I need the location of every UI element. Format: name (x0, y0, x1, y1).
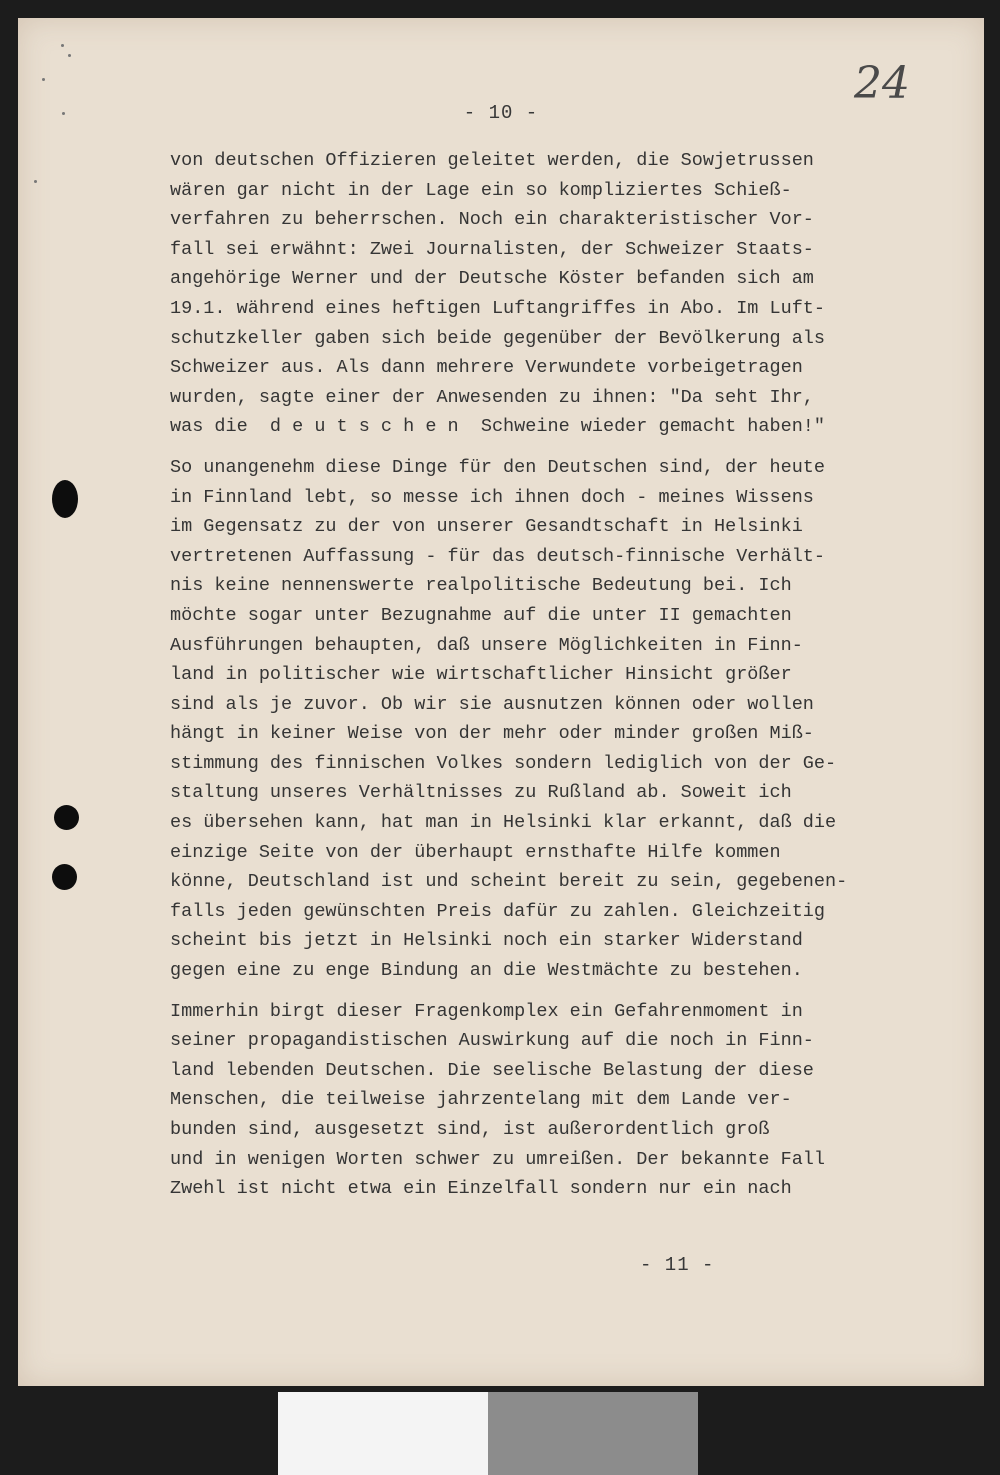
document-page (18, 18, 984, 1386)
next-page-marker: - 11 - (640, 1254, 715, 1276)
text-line: bunden sind, ausgesetzt sind, ist außerordentlich groß (170, 1119, 770, 1140)
text-line: scheint bis jetzt in Helsinki noch ein starker Widerstand (170, 930, 803, 952)
text-line: schutzkeller gaben sich beide gegenüber der Bevölkerung als (170, 327, 826, 349)
text-line: angehörige Werner und der Deutsche Köster befanden sich am (170, 268, 814, 290)
text-line: sind als je zuvor. Ob wir sie ausnutzen können oder wollen (170, 693, 814, 715)
text-line: fall sei erwähnt: Zwei Journalisten, der Schweizer Staats- (170, 238, 814, 260)
paper-speck (61, 44, 64, 47)
text-line: könne, Deutschland ist und scheint bereit zu sein, gegebenen- (170, 871, 848, 893)
paper-speck (62, 112, 65, 115)
paper-speck (42, 78, 45, 81)
body-text (170, 146, 910, 1204)
text-line: falls jeden gewünschten Preis dafür zu zahlen. Gleichzeitig (170, 900, 826, 922)
text-line: im Gegensatz zu der von unserer Gesandtschaft in Helsinki (170, 516, 803, 538)
text-line: land in politischer wie wirtschaftlicher Hinsicht größer (170, 664, 792, 686)
text-line: stimmung des finnischen Volkes sondern lediglich von der Ge- (170, 752, 837, 774)
text-line: wurden, sagte einer der Anwesenden zu ihnen: "Da seht Ihr, (170, 386, 814, 408)
text-line: wären gar nicht in der Lage ein so kompliziertes Schieß- (170, 179, 792, 201)
text-line: was die d e u t s c h e n Schweine wieder gemacht haben!" (170, 416, 826, 438)
handwritten-folio-number: 24 (854, 58, 910, 109)
color-calibration-white (278, 1392, 488, 1475)
text-line: möchte sogar unter Bezugnahme auf die unter II gemachten (170, 604, 792, 626)
page-number: - 10 - (463, 102, 539, 124)
text-line: nis keine nennenswerte realpolitische Bedeutung bei. Ich (170, 575, 792, 597)
punch-hole (52, 864, 77, 890)
text-line: staltung unseres Verhältnisses zu Rußland ab. Soweit ich (170, 782, 792, 804)
paragraph (170, 997, 910, 1204)
text-line: gegen eine zu enge Bindung an die Westmächte zu bestehen. (170, 960, 803, 982)
text-line: Ausführungen behaupten, daß unsere Möglichkeiten in Finn- (170, 634, 803, 656)
text-line: Schweizer aus. Als dann mehrere Verwundete vorbeigetragen (170, 357, 803, 379)
text-line: vertretenen Auffassung - für das deutsch-finnische Verhält- (170, 545, 826, 567)
paper-speck (68, 54, 71, 57)
text-line: in Finnland lebt, so messe ich ihnen doch - meines Wissens (170, 486, 814, 508)
punch-hole (52, 480, 78, 518)
paragraph (170, 453, 910, 986)
text-line: und in wenigen Worten schwer zu umreißen. Der bekannte Fall (170, 1148, 826, 1170)
color-calibration-grey (488, 1392, 698, 1475)
text-line: von deutschen Offizieren geleitet werden, die Sowjetrussen (170, 150, 814, 171)
text-line: 19.1. während eines heftigen Luftangriffes in Abo. Im Luft- (170, 297, 826, 319)
text-line: land lebenden Deutschen. Die seelische Belastung der diese (170, 1059, 814, 1081)
text-line: es übersehen kann, hat man in Helsinki klar erkannt, daß die (170, 812, 837, 834)
paragraph (170, 146, 910, 442)
text-line: einzige Seite von der überhaupt ernsthafte Hilfe kommen (170, 841, 781, 863)
text-line: So unangenehm diese Dinge für den Deutschen sind, der heute (170, 456, 826, 478)
text-line: seiner propagandistischen Auswirkung auf die noch in Finn- (170, 1030, 814, 1052)
text-line: Zwehl ist nicht etwa ein Einzelfall sondern nur ein nach (170, 1178, 792, 1200)
text-line: Immerhin birgt dieser Fragenkomplex ein Gefahrenmoment in (170, 1000, 803, 1022)
punch-hole (54, 805, 79, 830)
text-line: verfahren zu beherrschen. Noch ein charakteristischer Vor- (170, 209, 814, 231)
paper-speck (34, 180, 37, 183)
text-line: hängt in keiner Weise von der mehr oder minder großen Miß- (170, 723, 814, 745)
text-line: Menschen, die teilweise jahrzentelang mit dem Lande ver- (170, 1089, 792, 1111)
